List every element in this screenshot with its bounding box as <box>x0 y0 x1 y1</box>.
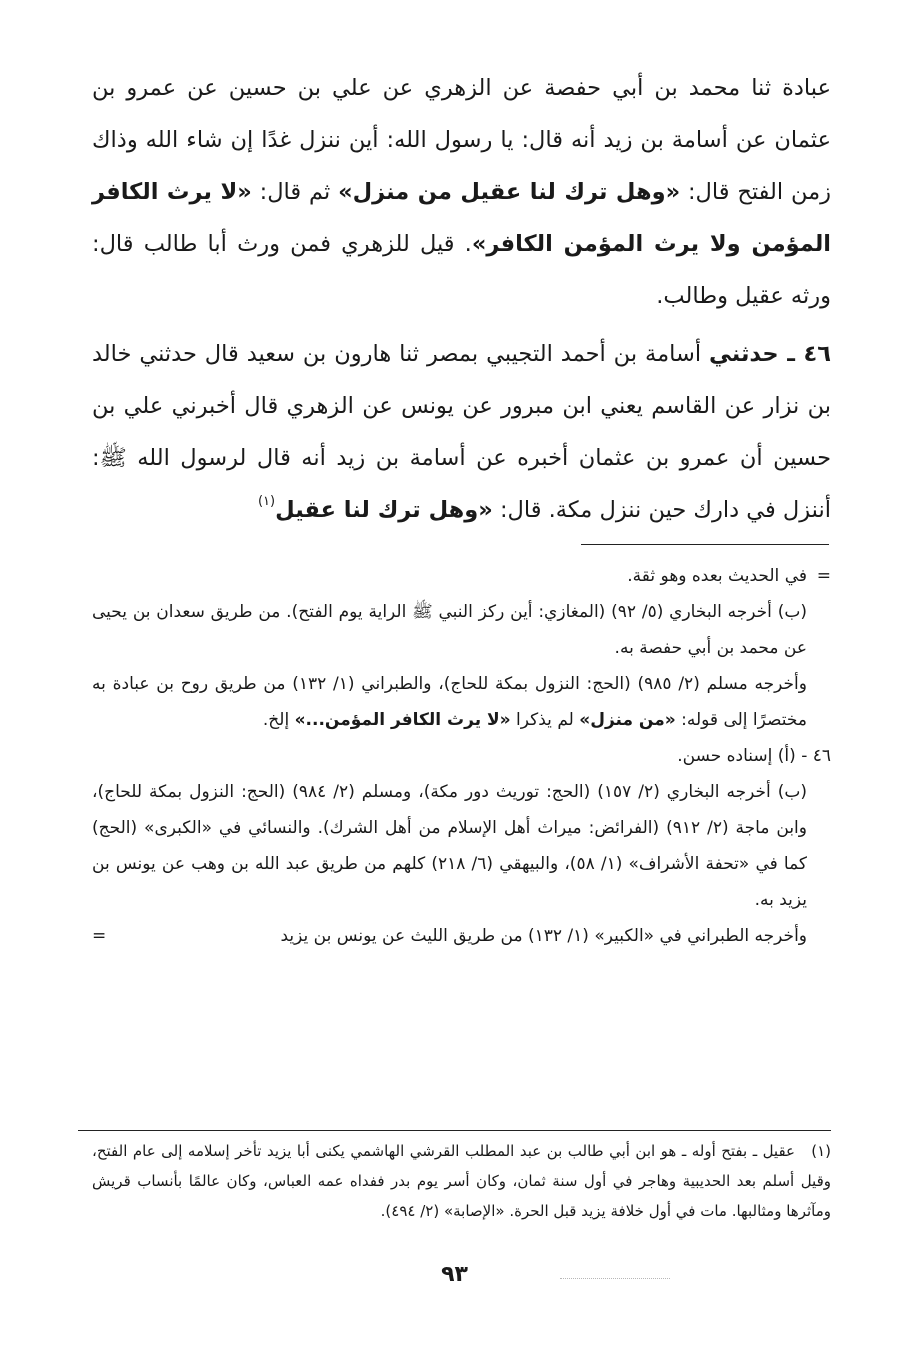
note-text: ٤٦ - (أ) إسناده حسن. <box>677 746 831 766</box>
note-tabarani <box>92 918 831 954</box>
note-continuation <box>92 558 831 594</box>
bold-quote: «وهل ترك لنا عقيل من منزل» <box>338 179 681 205</box>
bold-quote: «من منزل» <box>579 710 676 730</box>
note-text: إلخ. <box>262 710 295 730</box>
bold-quote: «وهل ترك لنا عقيل <box>275 497 493 523</box>
hadith-number-heading: ٤٦ ـ حدثني <box>709 341 831 367</box>
note-text: (ب) أخرجه البخاري (٢/ ١٥٧) (الحج: توريث دور مكة)، ومسلم (٢/ ٩٨٤) (الحج: النزول بمكة للحاج)، وابن ماجة (٢/ ٩١٢) (الفرائض: ميراث أهل الإسلام من أهل الشرك). والنسائي في «الكبرى» (الحج) كما في «تحفة الأشراف» (١/ ٥٨)، والبيهقي (٦/ ٢١٨) كلهم من طريق عبد الله بن وهب عن يونس بن يزيد به. <box>92 782 808 910</box>
bold-quote: «لا يرث الكافر المؤمن...» <box>294 710 511 730</box>
continuation-mark: = <box>92 926 107 946</box>
main-text <box>92 62 831 536</box>
paragraph-hadith-45-continuation <box>92 62 831 322</box>
footnote-number: (١) <box>811 1142 831 1160</box>
footnote-text: عقيل ـ بفتح أوله ـ هو ابن أبي طالب بن عبد المطلب القرشي الهاشمي يكنى أبا يزيد تأخر إسلامه إلى عام الفتح، وقيل أسلم بعد الحديبية وهاجر في أول سنة ثمان، وكان أسر يوم بدر ففداه عمه العباس، وكان عالمًا بأنساب قريش ومآثرها ومثالبها. مات في أول خلافة يزيد قبل الحرة. «الإصابة» (٢/ ٤٩٤). <box>92 1142 831 1220</box>
note-text: لم يذكرا <box>510 710 580 730</box>
text-run: عبادة ثنا محمد بن أبي حفصة عن الزهري عن علي بن حسين عن عمرو بن عثمان عن أسامة بن زيد أنه قال: يا رسول الله: أين ننزل غدًا إن شاء الله وذاك زمن الفتح قال: <box>92 75 832 205</box>
continuation-mark: = <box>816 566 831 586</box>
note-text: (ب) أخرجه البخاري (٥/ ٩٢) (المغازي: أين ركز النبي ﷺ الراية يوم الفتح). من طريق سعدان بن يحيى عن محمد بن أبي حفصة به. <box>92 602 807 658</box>
notes-separator <box>581 544 829 545</box>
footnote-aqil <box>92 1136 831 1226</box>
note-text: في الحديث بعده وهو ثقة. <box>627 566 807 586</box>
page-number: ٩٣ <box>441 1262 468 1287</box>
bold-quote: «لا يرث الكافر المؤمن ولا يرث المؤمن الكافر» <box>92 179 831 257</box>
note-text: وأخرجه مسلم (٢/ ٩٨٥) (الحج: النزول بمكة للحاج)، والطبراني (١/ ١٣٢) من طريق روح بن عبادة به مختصرًا إلى قوله: <box>92 674 807 730</box>
note-46-takhrij <box>92 774 831 918</box>
text-run: . قيل للزهري فمن ورث أبا طالب قال: ورثه عقيل وطالب. <box>92 231 831 309</box>
scan-dots <box>560 1278 670 1279</box>
note-muslim <box>92 666 831 738</box>
text-run: أسامة بن أحمد التجيبي بمصر ثنا هارون بن سعيد قال حدثني خالد بن نزار عن القاسم يعني ابن مبرور عن يونس عن الزهري قال أخبرني علي بن حسين أن عمرو بن عثمان أخبره عن أسامة بن زيد أنه قال لرسول الله ﷺ: أننزل في دارك حين ننزل مكة. قال: <box>92 341 831 523</box>
footnote <box>92 1136 831 1226</box>
commentary-notes <box>92 558 831 954</box>
footnote-rule <box>78 1130 831 1131</box>
note-text: وأخرجه الطبراني في «الكبير» (١/ ١٣٢) من طريق الليث عن يونس بن يزيد <box>280 926 807 946</box>
text-run: ثم قال: <box>251 179 339 205</box>
footnote-marker: (١) <box>257 494 276 509</box>
note-bukhari <box>92 594 831 666</box>
paragraph-hadith-46 <box>92 328 831 536</box>
note-46-isnad <box>92 738 831 774</box>
